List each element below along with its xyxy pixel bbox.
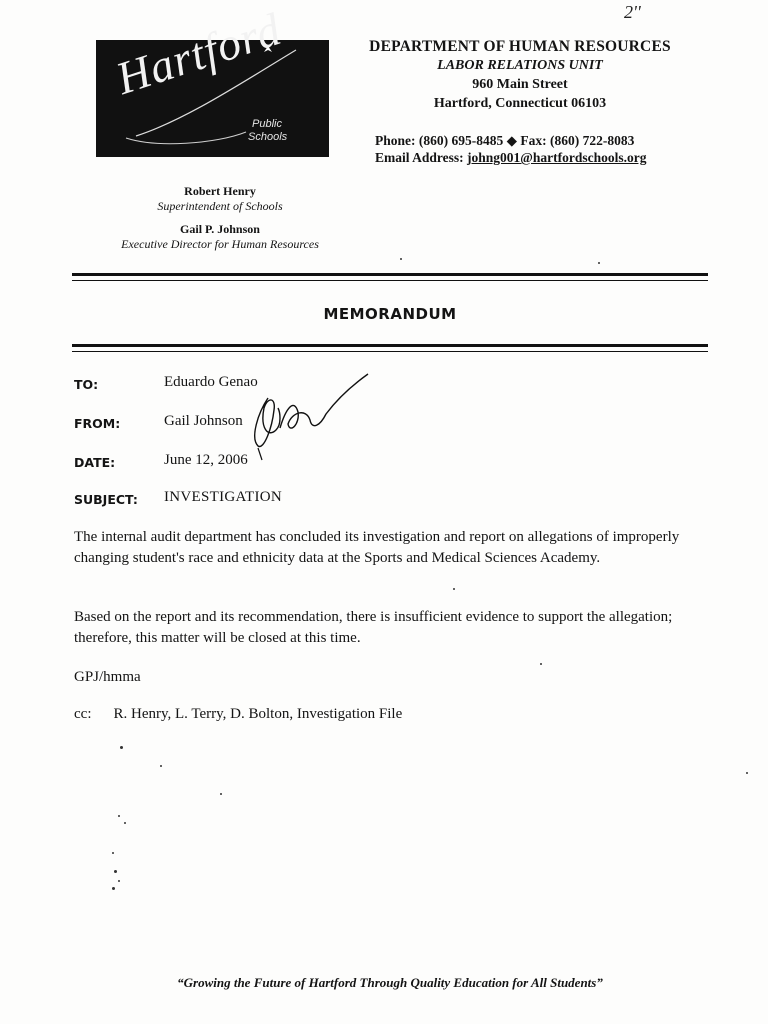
- cc-label: cc:: [74, 706, 92, 722]
- official-role: Executive Director for Human Resources: [121, 237, 319, 251]
- cc-line: [74, 704, 684, 725]
- from-value: Gail Johnson: [164, 413, 243, 429]
- scan-speck: [114, 870, 117, 873]
- subject-value: INVESTIGATION: [164, 489, 283, 505]
- department-unit: LABOR RELATIONS UNIT: [437, 58, 603, 73]
- to-value: Eduardo Genao: [164, 374, 258, 390]
- email-link[interactable]: johng001@hartfordschools.org: [467, 150, 647, 165]
- body-paragraph-1: The internal audit department has concluded its investigation and report on allegations of improperly changing student's race and ethnicity data at the Sports and Medical Sciences Academy.: [74, 529, 680, 566]
- scan-speck: [118, 880, 120, 882]
- scan-speck: [746, 772, 748, 774]
- department-city: Hartford, Connecticut 06103: [433, 96, 607, 111]
- logo-script-wordmark: Hartford: [109, 3, 288, 105]
- to-label: TO:: [74, 377, 99, 392]
- logo-subtitle: [248, 118, 287, 144]
- official-name: Robert Henry: [184, 184, 256, 198]
- title-divider-thin: [72, 351, 708, 352]
- header-divider-thin: [72, 280, 708, 281]
- date-label: DATE:: [74, 455, 116, 470]
- handwritten-page-mark: 2'': [624, 2, 641, 22]
- handwritten-signature: [228, 368, 378, 468]
- contact-block: [375, 132, 646, 166]
- body-paragraph-2: Based on the report and its recommendation, there is insufficient evidence to support the allegation; therefore, this matter will be closed at this time.: [74, 609, 673, 646]
- department-header: [340, 38, 700, 112]
- phone-fax-line: Phone: (860) 695-8485 ◆ Fax: (860) 722-8083: [375, 133, 635, 148]
- header-divider-thick: [72, 273, 708, 276]
- scan-speck: [118, 815, 120, 817]
- memo-title: MEMORANDUM: [323, 305, 457, 323]
- scan-speck: [453, 588, 455, 590]
- department-street: 960 Main Street: [472, 77, 568, 92]
- scan-speck: [120, 746, 123, 749]
- hartford-public-schools-logo: [96, 3, 329, 157]
- scan-speck: [112, 887, 115, 890]
- scan-speck: [124, 822, 126, 824]
- department-name: DEPARTMENT OF HUMAN RESOURCES: [369, 38, 671, 55]
- logo-subtitle-line2: Schools: [248, 131, 288, 143]
- email-line: [375, 149, 646, 166]
- scan-speck: [540, 663, 542, 665]
- date-value: June 12, 2006: [164, 452, 248, 468]
- from-label: FROM:: [74, 416, 121, 431]
- scan-speck: [160, 765, 162, 767]
- title-divider-thick: [72, 344, 708, 347]
- scan-speck: [220, 793, 222, 795]
- email-label: Email Address:: [375, 150, 468, 165]
- scan-speck: [598, 262, 600, 264]
- official-name: Gail P. Johnson: [180, 222, 260, 236]
- footer-motto: “Growing the Future of Hartford Through Quality Education for All Students”: [177, 975, 603, 990]
- officials-block: [90, 184, 350, 252]
- scan-speck: [112, 852, 114, 854]
- official-role: Superintendent of Schools: [157, 199, 283, 213]
- subject-label: SUBJECT:: [74, 492, 138, 507]
- initials: GPJ/hmma: [74, 669, 141, 685]
- logo-subtitle-line1: Public: [252, 118, 282, 130]
- scan-speck: [400, 258, 402, 260]
- cc-recipients: R. Henry, L. Terry, D. Bolton, Investigation File: [113, 706, 403, 722]
